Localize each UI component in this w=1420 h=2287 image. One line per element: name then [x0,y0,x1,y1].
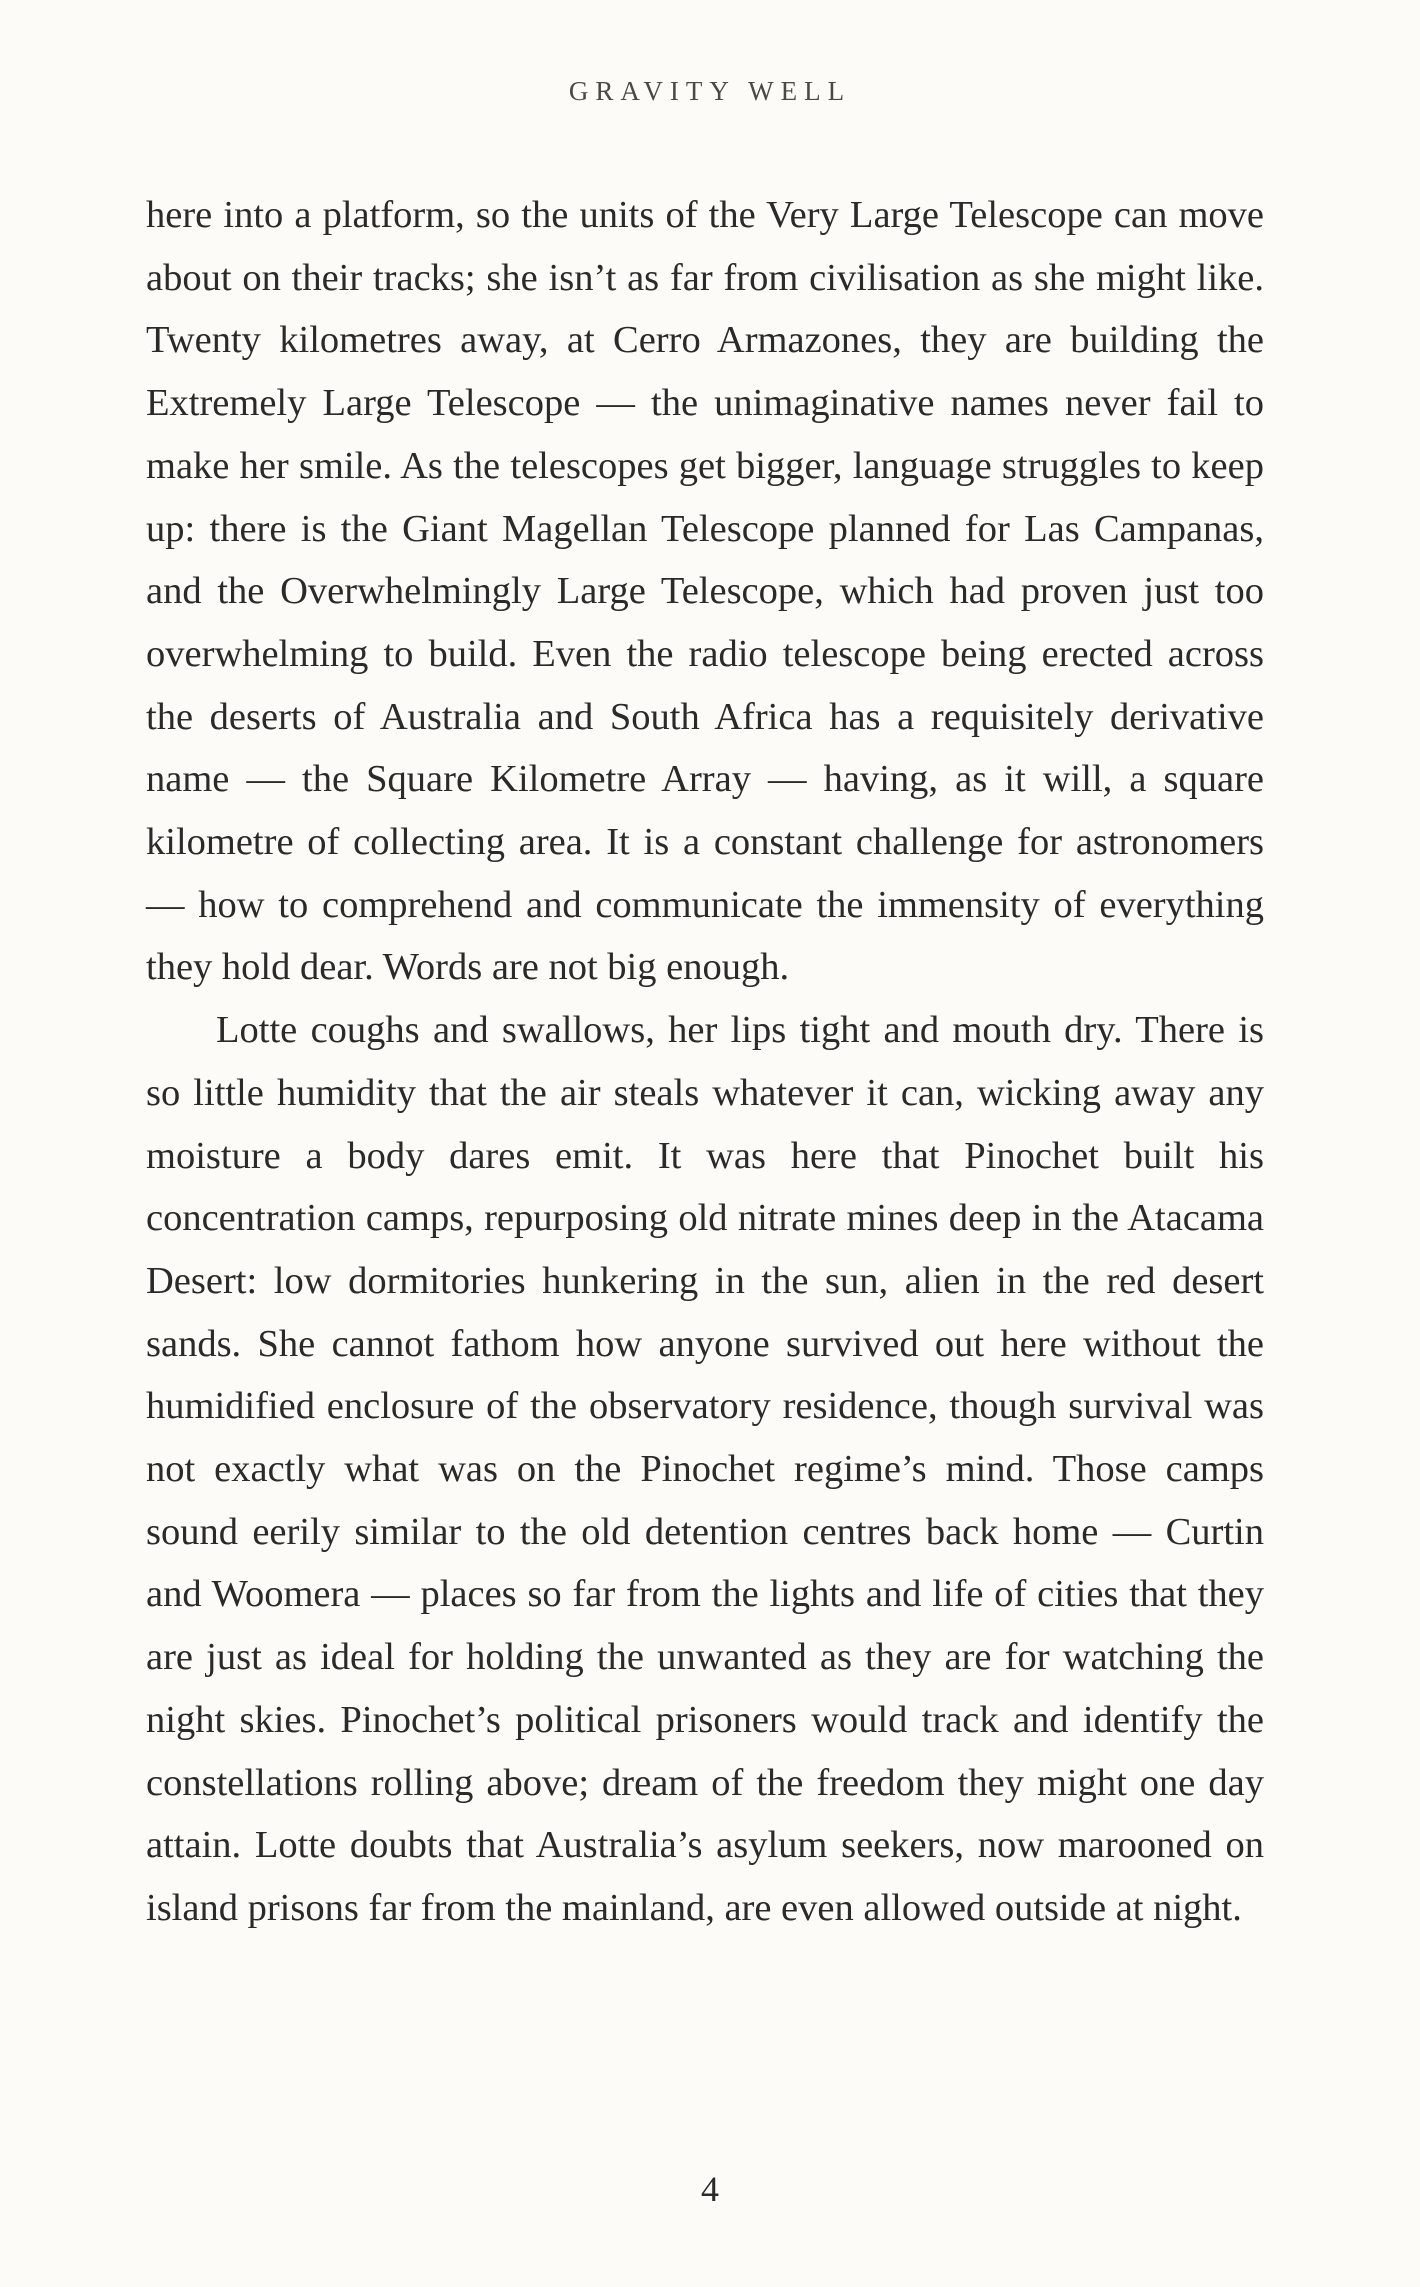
page-number: 4 [701,2169,719,2209]
paragraph-2: Lotte coughs and swallows, her lips tight and mouth dry. There is so little humidity that the air steals whatever it can, wicking away any moisture a body dares emit. It was here that Pinochet built his concentration camps, repurposing old nitrate mines deep in the Atacama Desert: low dormitories hunkering in the sun, alien in the red desert sands. She cannot fathom how anyone survived out here without the humidified enclosure of the observatory residence, though survival was not exactly what was on the Pinochet regime’s mind. Those camps sound eerily similar to the old detention centres back home — Curtin and Woomera — places so far from the lights and life of cities that they are just as ideal for holding the unwanted as they are for watching the night skies. Pinochet’s political prisoners would track and identify the constellations rolling above; dream of the freedom they might one day attain. Lotte doubts that Australia’s asylum seekers, now marooned on island prisons far from the mainland, are even allowed outside at night. [146,1009,1264,1929]
running-head: GRAVITY WELL [568,76,852,106]
paragraph-1: here into a platform, so the units of the Very Large Telescope can move about on their tracks; she isn’t as far from civilisation as she might like. Twenty kilometres away, at Cerro Armazones, they are building the Extremely Large Telescope — the unimaginative names never fail to make her smile. As the telescopes get bigger, language struggles to keep up: there is the Giant Magellan Telescope planned for Las Campanas, and the Overwhelmingly Large Telescope, which had proven just too overwhelming to build. Even the radio telescope being erected across the deserts of Australia and South Africa has a requisitely derivative name — the Square Kilometre Array — having, as it will, a square kilometre of collecting area. It is a constant challenge for astronomers — how to comprehend and communicate the immensity of everything they hold dear. Words are not big enough. [146,194,1264,989]
body-text [146,184,1264,1940]
